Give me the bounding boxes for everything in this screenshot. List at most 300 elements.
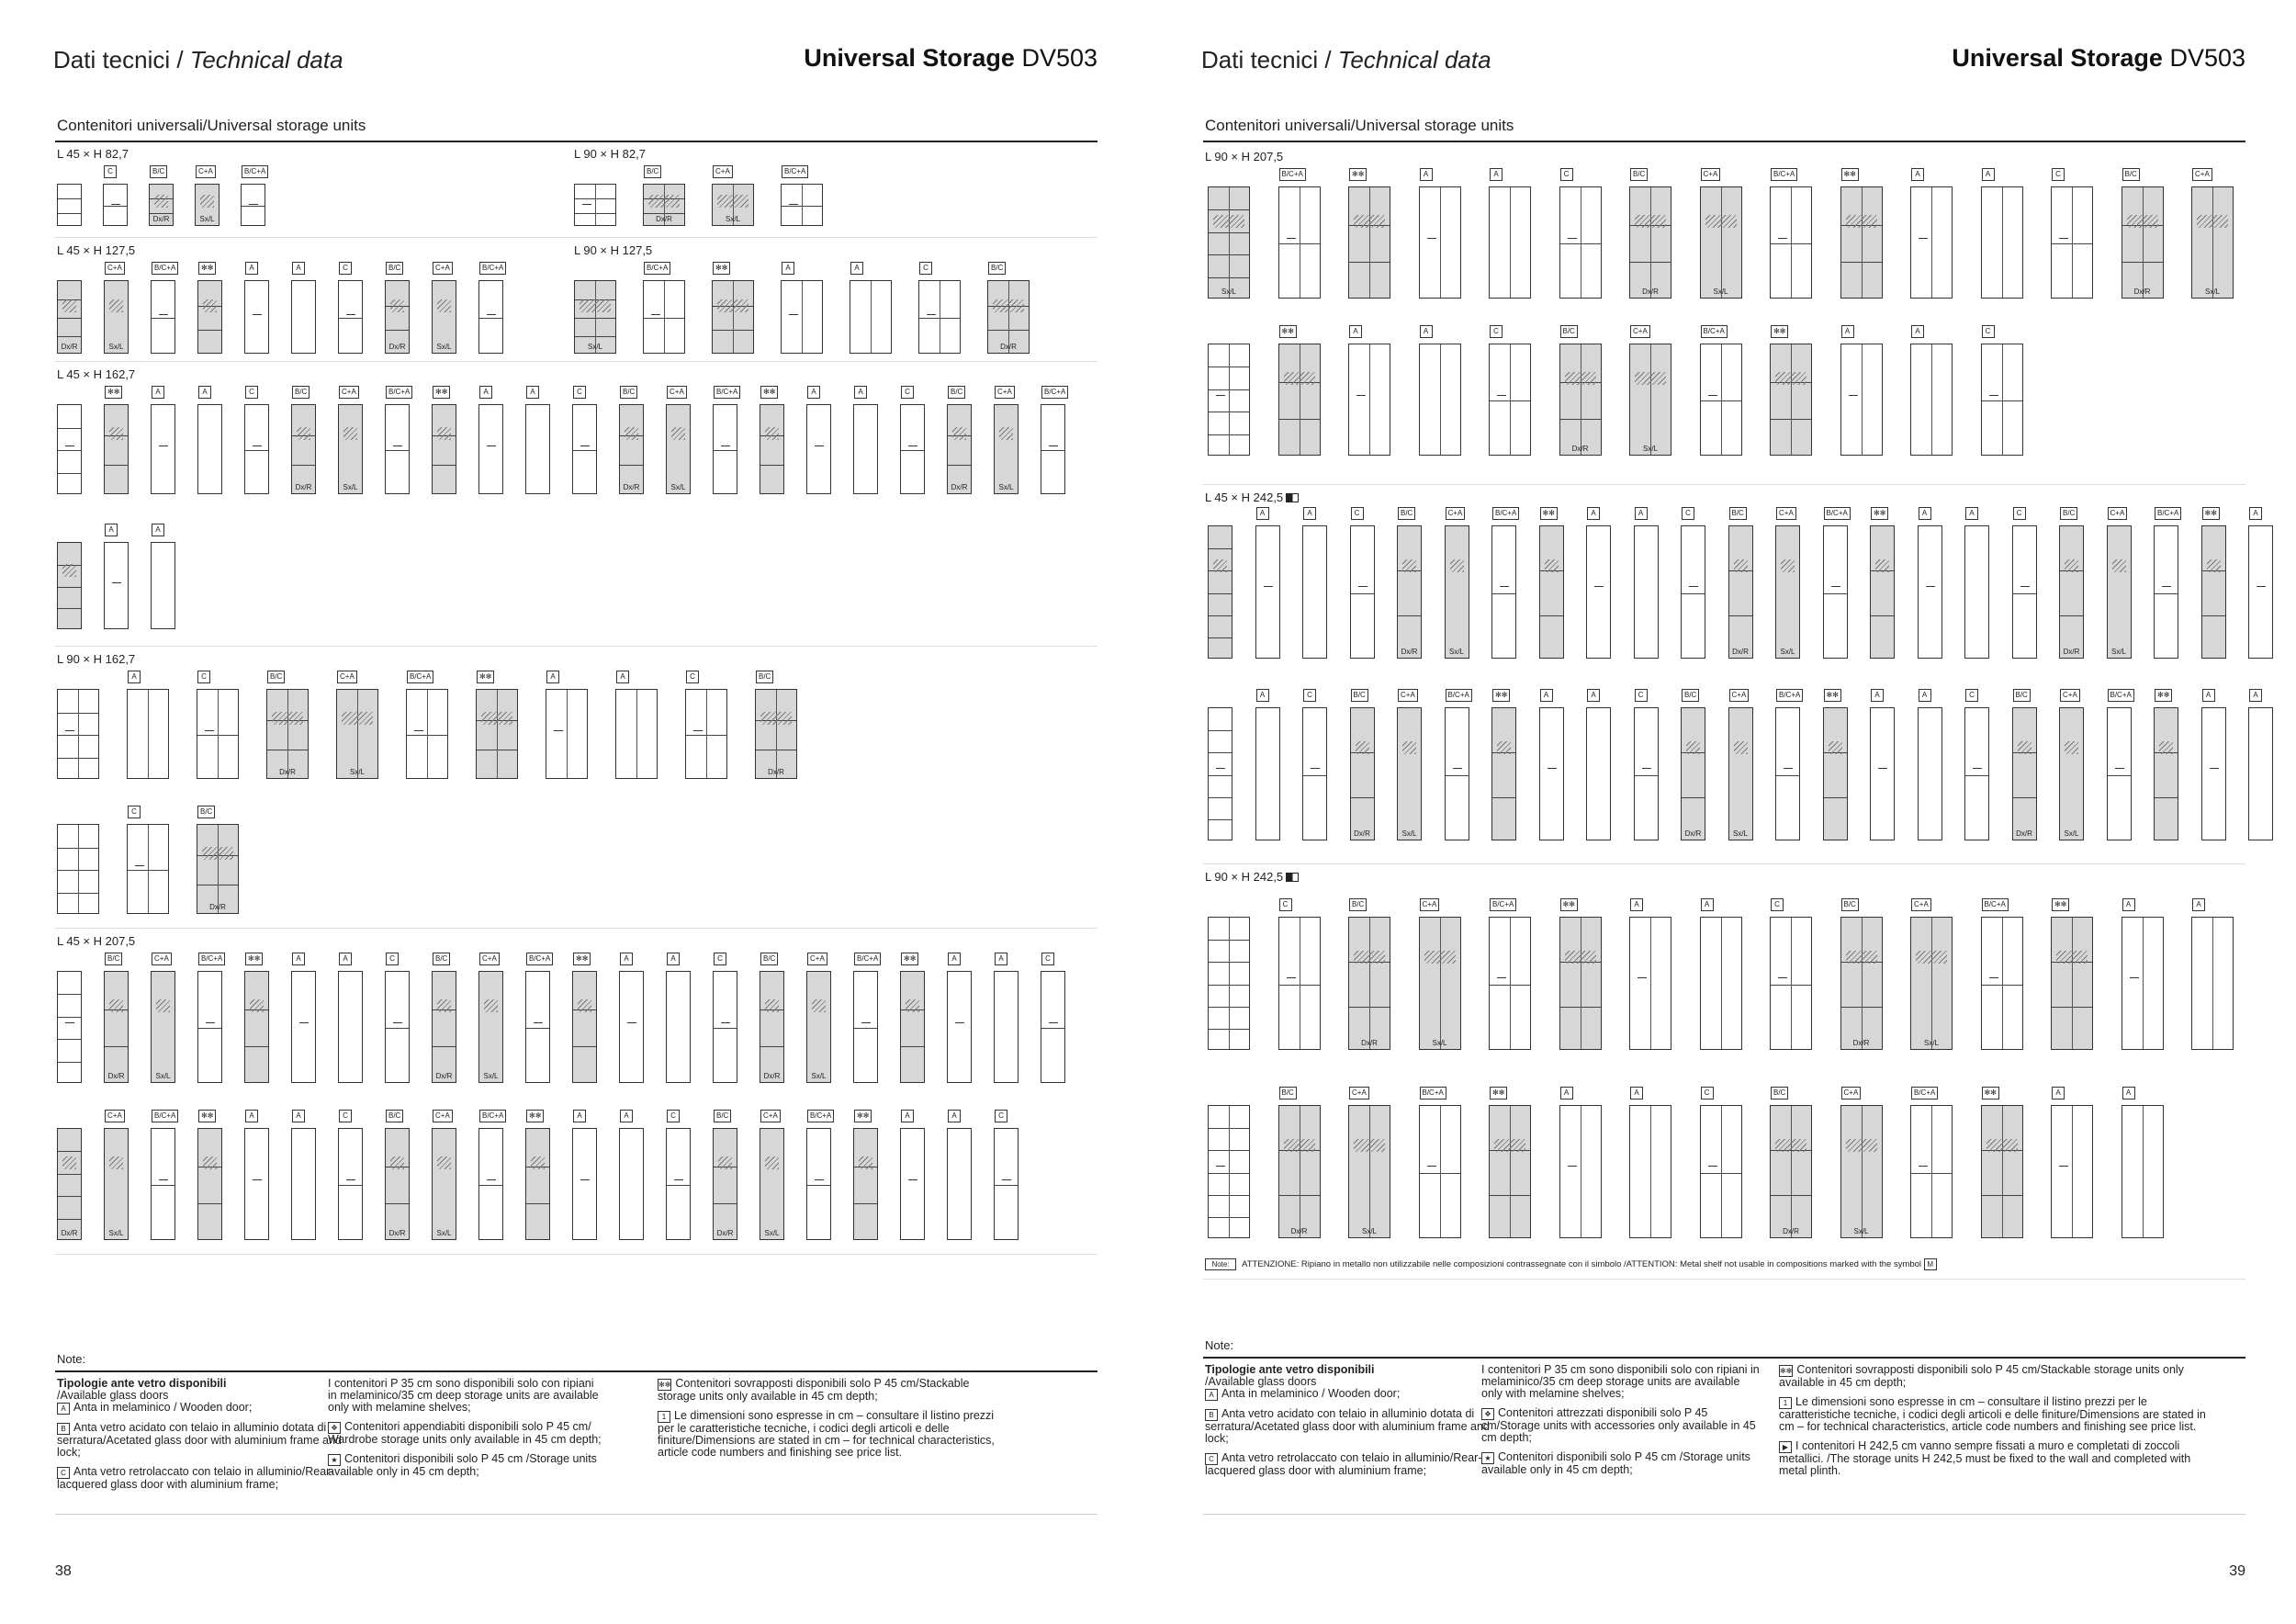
door-type-tag: B/C+A — [1982, 898, 2009, 911]
storage-unit-drawing — [1870, 707, 1895, 840]
door-type-tag: B/C+A — [1701, 325, 1728, 338]
storage-unit-drawing — [244, 404, 269, 494]
storage-unit-drawing — [1964, 525, 1989, 659]
door-type-tag: B/C+A — [782, 165, 808, 178]
storage-unit-drawing — [1840, 917, 1883, 1050]
door-type-tag: B/C — [1841, 898, 1859, 911]
door-type-tag: B/C — [292, 386, 310, 399]
door-side-label: Sx/L — [2064, 829, 2079, 838]
storage-unit-drawing — [572, 1128, 597, 1240]
storage-unit-drawing — [853, 1128, 878, 1240]
door-type-tag: C — [339, 262, 352, 275]
storage-unit-drawing — [385, 971, 410, 1083]
door-type-tag: ✻✻ — [105, 386, 122, 399]
storage-unit-drawing — [291, 971, 316, 1083]
divider — [1203, 1279, 2245, 1280]
door-side-label: Dx/R — [1000, 343, 1017, 351]
storage-unit-drawing — [244, 1128, 269, 1240]
storage-unit-drawing — [900, 404, 925, 494]
storage-unit-drawing — [1629, 917, 1671, 1050]
door-side-label: Sx/L — [725, 215, 740, 223]
symbol-b-icon: B — [57, 1423, 70, 1435]
door-type-tag: ✻✻ — [245, 953, 263, 965]
storage-unit-drawing — [197, 689, 239, 779]
door-side-label: Dx/R — [388, 1229, 406, 1237]
storage-unit-drawing — [947, 971, 972, 1083]
door-type-tag: A — [546, 671, 559, 683]
storage-unit-drawing — [1397, 525, 1422, 659]
door-side-label: Sx/L — [587, 343, 602, 351]
notes-col-3: ✻✻ Contenitori sovrapposti disponibili solo P 45 cm/Stackable storage units only available in 45 cm depth; 1 Le dimensioni sono espresse in cm – consultare il listino prezzi per le caratteristiche tecniche, i codici degli articoli e delle finiture/Dimensions are stated in cm – for technical characteristics, article code numbers and finishing see price list. ▶ I contenitori H 242,5 cm vanno sempre fissati a muro e completati di zoccoli metallici. /The storage units H 242,5 must be fixed to the wall and completed with metal plinth. — [1779, 1363, 2206, 1477]
door-type-tag: B/C+A — [407, 671, 433, 683]
storage-unit-drawing — [338, 971, 363, 1083]
storage-unit-drawing — [432, 280, 456, 354]
storage-unit-drawing — [1629, 186, 1671, 299]
door-side-label: Dx/R — [1290, 1227, 1308, 1235]
door-type-tag: A — [850, 262, 863, 275]
storage-unit-drawing — [781, 184, 823, 226]
storage-unit-drawing — [1208, 186, 1250, 299]
door-type-tag: A — [782, 262, 794, 275]
storage-unit-drawing — [241, 184, 265, 226]
storage-unit-drawing — [1559, 917, 1602, 1050]
storage-unit-drawing — [1840, 1105, 1883, 1238]
storage-unit-drawing — [1559, 1105, 1602, 1238]
door-type-tag: C+A — [713, 165, 733, 178]
storage-unit-drawing — [197, 404, 222, 494]
storage-unit-drawing — [713, 404, 737, 494]
storage-unit-drawing — [850, 280, 892, 354]
storage-unit-drawing — [2059, 707, 2084, 840]
storage-unit-drawing — [244, 280, 269, 354]
door-type-tag: C+A — [760, 1110, 781, 1122]
notes-col-2: I contenitori P 35 cm sono disponibili solo con ripiani in melaminico/35 cm deep storage units are available only with melamine shelves; ✥ Contenitori appendiabiti disponibili solo P 45 cm/ Wardrobe storage units only available in 45 cm depth; ★ Contenitori disponibili solo P 45 cm /Storage units available only in 45 cm depth; — [328, 1377, 602, 1478]
storage-unit-drawing — [1041, 971, 1065, 1083]
storage-unit-drawing — [1700, 917, 1742, 1050]
door-type-tag: A — [1256, 689, 1269, 702]
door-type-tag: ✻✻ — [1824, 689, 1841, 702]
door-side-label: Dx/R — [656, 215, 672, 223]
storage-unit-drawing — [574, 280, 616, 354]
storage-unit-drawing — [1445, 707, 1469, 840]
storage-unit-drawing — [1910, 344, 1953, 456]
door-type-tag: A — [152, 524, 164, 536]
door-type-tag: A — [1635, 507, 1648, 520]
door-type-tag: A — [1560, 1087, 1573, 1100]
storage-unit-drawing — [1840, 344, 1883, 456]
door-side-label: Sx/L — [1642, 445, 1658, 453]
door-type-tag: B/C — [2060, 507, 2077, 520]
storage-unit-drawing — [1910, 1105, 1953, 1238]
door-type-tag: B/C — [1351, 689, 1368, 702]
storage-unit-drawing — [1918, 525, 1942, 659]
symbol-c-icon: C — [1205, 1453, 1218, 1465]
storage-unit-drawing — [244, 971, 269, 1083]
symbol-b-icon: B — [1205, 1409, 1218, 1421]
info-icon: 1 — [658, 1411, 670, 1423]
storage-unit-drawing — [1840, 186, 1883, 299]
door-type-tag: ✻✻ — [2155, 689, 2172, 702]
symbol-a-icon: A — [1205, 1389, 1218, 1401]
door-type-tag: A — [620, 953, 633, 965]
door-side-label: Dx/R — [623, 483, 640, 491]
door-type-tag: ✻✻ — [477, 671, 494, 683]
door-type-tag: B/C+A — [1911, 1087, 1938, 1100]
star-icon: ★ — [328, 1454, 341, 1466]
storage-unit-drawing — [1964, 707, 1989, 840]
bottom-rule — [55, 1514, 1097, 1515]
storage-unit-drawing — [478, 1128, 503, 1240]
storage-unit-drawing — [615, 689, 658, 779]
door-type-tag: C+A — [337, 671, 357, 683]
door-type-tag: A — [1630, 898, 1643, 911]
storage-unit-drawing — [57, 824, 99, 914]
door-side-label: Sx/L — [1432, 1039, 1447, 1047]
storage-unit-drawing — [432, 1128, 456, 1240]
storage-unit-drawing — [1728, 707, 1753, 840]
door-type-tag: C+A — [1630, 325, 1650, 338]
door-side-label: Sx/L — [1361, 1227, 1377, 1235]
storage-unit-drawing — [1681, 525, 1705, 659]
storage-unit-drawing — [712, 184, 754, 226]
door-side-label: Dx/R — [1401, 648, 1418, 656]
storage-unit-drawing — [127, 689, 169, 779]
door-type-tag: C+A — [667, 386, 687, 399]
door-side-label: Sx/L — [1780, 648, 1795, 656]
storage-unit-drawing — [2051, 1105, 2093, 1238]
storage-unit-drawing — [1586, 525, 1611, 659]
door-type-tag: C — [104, 165, 117, 178]
page-header-brand: Universal Storage DV503 — [804, 44, 1097, 72]
page-number: 39 — [2229, 1563, 2245, 1579]
storage-unit-drawing — [619, 1128, 644, 1240]
storage-unit-drawing — [1419, 186, 1461, 299]
storage-unit-drawing — [806, 1128, 831, 1240]
storage-unit-drawing — [525, 404, 550, 494]
storage-unit-drawing — [755, 689, 797, 779]
stack-icon: ✻✻ — [658, 1381, 671, 1389]
storage-unit-drawing — [57, 404, 82, 494]
storage-unit-drawing — [1208, 525, 1232, 659]
door-type-tag: B/C+A — [644, 262, 670, 275]
door-type-tag: B/C+A — [479, 1110, 506, 1122]
door-side-label: Sx/L — [436, 1229, 452, 1237]
door-type-tag: C+A — [1446, 507, 1466, 520]
door-type-tag: A — [948, 953, 961, 965]
door-type-tag: ✻✻ — [901, 953, 918, 965]
door-type-tag: C+A — [105, 262, 125, 275]
door-type-tag: A — [1540, 689, 1553, 702]
storage-unit-drawing — [406, 689, 448, 779]
storage-unit-drawing — [994, 404, 1019, 494]
storage-unit-drawing — [1775, 525, 1800, 659]
page-header-title: Dati tecnici / Technical data — [53, 46, 343, 73]
door-type-tag: A — [854, 386, 867, 399]
storage-unit-drawing — [666, 1128, 691, 1240]
door-type-tag: A — [1919, 507, 1931, 520]
storage-unit-drawing — [197, 824, 239, 914]
door-type-tag: C — [1701, 1087, 1714, 1100]
storage-unit-drawing — [57, 184, 82, 226]
door-type-tag: A — [1587, 507, 1600, 520]
door-side-label: Sx/L — [108, 343, 124, 351]
door-type-tag: A — [1420, 168, 1433, 181]
door-side-label: Dx/R — [388, 343, 406, 351]
storage-unit-drawing — [900, 1128, 925, 1240]
storage-unit-drawing — [151, 542, 175, 629]
storage-unit-drawing — [2122, 186, 2164, 299]
storage-unit-drawing — [1770, 917, 1812, 1050]
storage-unit-drawing — [57, 689, 99, 779]
storage-unit-drawing — [1629, 344, 1671, 456]
door-side-label: Dx/R — [107, 1072, 125, 1080]
door-side-label: Dx/R — [61, 343, 78, 351]
storage-unit-drawing — [103, 184, 128, 226]
notes-rule — [1203, 1357, 2245, 1359]
door-type-tag: A — [807, 386, 820, 399]
door-type-tag: A — [245, 1110, 258, 1122]
storage-unit-drawing — [1348, 917, 1390, 1050]
door-type-tag: C — [1771, 898, 1784, 911]
storage-unit-drawing — [197, 1128, 222, 1240]
door-type-tag: B/C+A — [526, 953, 553, 965]
door-type-tag: C — [245, 386, 258, 399]
storage-unit-drawing — [151, 404, 175, 494]
storage-unit-drawing — [1775, 707, 1800, 840]
storage-unit-drawing — [385, 404, 410, 494]
door-type-tag: B/C — [644, 165, 661, 178]
door-side-label: Dx/R — [1732, 648, 1749, 656]
door-side-label: Dx/R — [435, 1072, 453, 1080]
storage-unit-drawing — [643, 184, 685, 226]
storage-unit-drawing — [1700, 186, 1742, 299]
storage-unit-drawing — [1489, 1105, 1531, 1238]
storage-unit-drawing — [338, 1128, 363, 1240]
storage-unit-drawing — [713, 1128, 737, 1240]
door-type-tag: B/C — [2122, 168, 2140, 181]
door-type-tag: B/C+A — [198, 953, 225, 965]
storage-unit-drawing — [104, 971, 129, 1083]
storage-unit-drawing — [476, 689, 518, 779]
door-type-tag: A — [2192, 898, 2205, 911]
door-type-tag: C — [197, 671, 210, 683]
metal-shelf-icon: M — [1924, 1258, 1937, 1270]
door-type-tag: C — [1490, 325, 1503, 338]
door-side-label: Sx/L — [483, 1072, 499, 1080]
door-type-tag: A — [616, 671, 629, 683]
door-type-tag: A — [292, 1110, 305, 1122]
door-side-label: Dx/R — [1642, 288, 1659, 296]
storage-unit-drawing — [266, 689, 309, 779]
storage-unit-drawing — [685, 689, 727, 779]
door-type-tag: A — [1349, 325, 1362, 338]
door-type-tag: ✻✻ — [573, 953, 591, 965]
door-side-label: Dx/R — [1361, 1039, 1378, 1047]
storage-unit-drawing — [197, 971, 222, 1083]
storage-unit-drawing — [1559, 344, 1602, 456]
door-type-tag: C+A — [1911, 898, 1931, 911]
door-type-tag: C+A — [479, 953, 500, 965]
group-label: L 45 × H 127,5 — [57, 243, 136, 257]
door-type-tag: B/C+A — [854, 953, 881, 965]
metal-shelf-note: Note: ATTENZIONE: Ripiano in metallo non utilizzabile nelle composizioni contrassegnate con il simbolo /ATTENTION: Metal shelf not usable in compositions marked with the symbol M — [1205, 1258, 1941, 1270]
storage-unit-drawing — [195, 184, 219, 226]
door-type-tag: B/C+A — [1041, 386, 1068, 399]
door-type-tag: A — [2249, 507, 2262, 520]
storage-unit-drawing — [149, 184, 174, 226]
door-side-label: Sx/L — [436, 343, 452, 351]
door-type-tag: C+A — [433, 1110, 453, 1122]
storage-unit-drawing — [918, 280, 961, 354]
storage-unit-drawing — [385, 1128, 410, 1240]
storage-unit-drawing — [806, 971, 831, 1083]
storage-unit-drawing — [1629, 1105, 1671, 1238]
door-type-tag: C+A — [1729, 689, 1750, 702]
notes-rule — [55, 1370, 1097, 1372]
notes-col-1: Tipologie ante vetro disponibili /Available glass doors A Anta in melaminico / Wooden door; B Anta vetro acidato con telaio in alluminio dotata di serratura/Acetated glass door with aluminium frame and lock; C Anta vetro retrolaccato con telaio in alluminio/Rear-lacquered glass door with aluminium frame; — [57, 1377, 342, 1491]
storage-unit-drawing — [338, 404, 363, 494]
door-type-tag: B/C+A — [1420, 1087, 1446, 1100]
door-type-tag: C — [2052, 168, 2065, 181]
storage-unit-drawing — [806, 404, 831, 494]
storage-unit-drawing — [2051, 917, 2093, 1050]
door-type-tag: B/C — [988, 262, 1006, 275]
door-type-tag: C+A — [2060, 689, 2080, 702]
door-side-label: Dx/R — [1571, 445, 1589, 453]
door-type-tag: A — [573, 1110, 586, 1122]
storage-unit-drawing — [1981, 186, 2023, 299]
door-type-tag: A — [1911, 325, 1924, 338]
storage-unit-drawing — [432, 404, 456, 494]
door-type-tag: B/C+A — [479, 262, 506, 275]
door-side-label: Dx/R — [951, 483, 968, 491]
door-side-label: Dx/R — [1783, 1227, 1799, 1235]
door-side-label: Sx/L — [2110, 648, 2126, 656]
section-title: Contenitori universali/Universal storage units — [57, 117, 366, 134]
symbol-c-icon: C — [57, 1467, 70, 1479]
door-type-tag: A — [1630, 1087, 1643, 1100]
door-type-tag: B/C+A — [807, 1110, 834, 1122]
door-type-tag: C+A — [995, 386, 1015, 399]
storage-unit-drawing — [2201, 707, 2226, 840]
storage-unit-drawing — [1302, 525, 1327, 659]
door-type-tag: C — [901, 386, 914, 399]
storage-unit-drawing — [1634, 525, 1659, 659]
door-type-tag: C — [1351, 507, 1364, 520]
group-label: L 90 × H 207,5 — [1205, 150, 1284, 164]
group-label: L 90 × H 127,5 — [574, 243, 653, 257]
door-type-tag: A — [1701, 898, 1714, 911]
storage-unit-drawing — [197, 280, 222, 354]
door-type-tag: B/C+A — [2108, 689, 2134, 702]
door-type-tag: C — [1965, 689, 1978, 702]
door-type-tag: A — [105, 524, 118, 536]
door-type-tag: A — [245, 262, 258, 275]
bottom-rule — [1203, 1514, 2245, 1515]
storage-unit-drawing — [1770, 1105, 1812, 1238]
storage-unit-drawing — [478, 404, 503, 494]
door-side-label: Dx/R — [61, 1229, 78, 1237]
storage-unit-drawing — [947, 404, 972, 494]
door-type-tag: B/C+A — [1771, 168, 1797, 181]
storage-unit-drawing — [619, 404, 644, 494]
door-type-tag: ✻✻ — [198, 1110, 216, 1122]
door-type-tag: B/C+A — [242, 165, 268, 178]
door-type-tag: A — [128, 671, 141, 683]
group-label: L 90 × H 242,5 — [1205, 870, 1299, 884]
door-type-tag: B/C — [105, 953, 122, 965]
storage-unit-drawing — [151, 280, 175, 354]
storage-unit-drawing — [760, 404, 784, 494]
door-type-tag: B/C+A — [1279, 168, 1306, 181]
door-type-tag: A — [995, 953, 1007, 965]
storage-unit-drawing — [643, 280, 685, 354]
storage-unit-drawing — [57, 280, 82, 354]
storage-unit-drawing — [104, 280, 129, 354]
door-type-tag: B/C — [1349, 898, 1367, 911]
door-type-tag: C — [919, 262, 932, 275]
door-type-tag: B/C — [714, 1110, 731, 1122]
storage-unit-drawing — [574, 184, 616, 226]
storage-unit-drawing — [947, 1128, 972, 1240]
storage-unit-drawing — [1770, 186, 1812, 299]
door-type-tag: B/C — [620, 386, 637, 399]
note-label: Note: — [1205, 1258, 1236, 1270]
storage-unit-drawing — [619, 971, 644, 1083]
unit-drawings-right — [1148, 0, 2296, 1378]
page-number: 38 — [55, 1563, 72, 1579]
storage-unit-drawing — [2154, 707, 2178, 840]
door-type-tag: A — [1965, 507, 1978, 520]
door-type-tag: B/C+A — [714, 386, 740, 399]
door-type-tag: C+A — [105, 1110, 125, 1122]
door-type-tag: A — [1303, 507, 1316, 520]
door-side-label: Sx/L — [199, 215, 215, 223]
door-type-tag: A — [292, 953, 305, 965]
storage-unit-drawing — [760, 971, 784, 1083]
door-type-tag: ✻✻ — [1540, 507, 1558, 520]
door-type-tag: C+A — [1776, 507, 1796, 520]
door-type-tag: C — [1682, 507, 1694, 520]
storage-unit-drawing — [151, 971, 175, 1083]
group-label: L 45 × H 162,7 — [57, 367, 136, 381]
hanger-icon: ✥ — [328, 1422, 341, 1434]
storage-unit-drawing — [57, 971, 82, 1083]
storage-unit-drawing — [1208, 707, 1232, 840]
door-type-tag: C+A — [2108, 507, 2128, 520]
door-side-label: Sx/L — [1853, 1227, 1869, 1235]
symbol-a-icon: A — [57, 1403, 70, 1415]
storage-unit-drawing — [1350, 707, 1375, 840]
storage-unit-drawing — [432, 971, 456, 1083]
door-type-tag: B/C+A — [1490, 898, 1516, 911]
notes-col-2: I contenitori P 35 cm sono disponibili solo con ripiani in melaminico/35 cm deep storage units are available only with melamine shelves; ✥ Contenitori attrezzati disponibili solo P 45 cm/Storage units with accessories only available in 45 cm depth; ★ Contenitori disponibili solo P 45 cm /Storage units available only in 45 cm depth; — [1481, 1363, 1760, 1476]
door-type-tag: C+A — [1349, 1087, 1369, 1100]
storage-unit-drawing — [1419, 1105, 1461, 1238]
door-type-tag: B/C — [433, 953, 450, 965]
door-side-label: Sx/L — [764, 1229, 780, 1237]
storage-unit-drawing — [1559, 186, 1602, 299]
notes-title: Note: — [57, 1352, 86, 1366]
door-side-label: Sx/L — [1923, 1039, 1939, 1047]
storage-unit-drawing — [1278, 1105, 1321, 1238]
storage-unit-drawing — [1918, 707, 1942, 840]
door-type-tag: ✻✻ — [1560, 898, 1578, 911]
storage-unit-drawing — [713, 971, 737, 1083]
storage-unit-drawing — [1681, 707, 1705, 840]
door-type-tag: ✻✻ — [526, 1110, 544, 1122]
storage-unit-drawing — [1539, 525, 1564, 659]
